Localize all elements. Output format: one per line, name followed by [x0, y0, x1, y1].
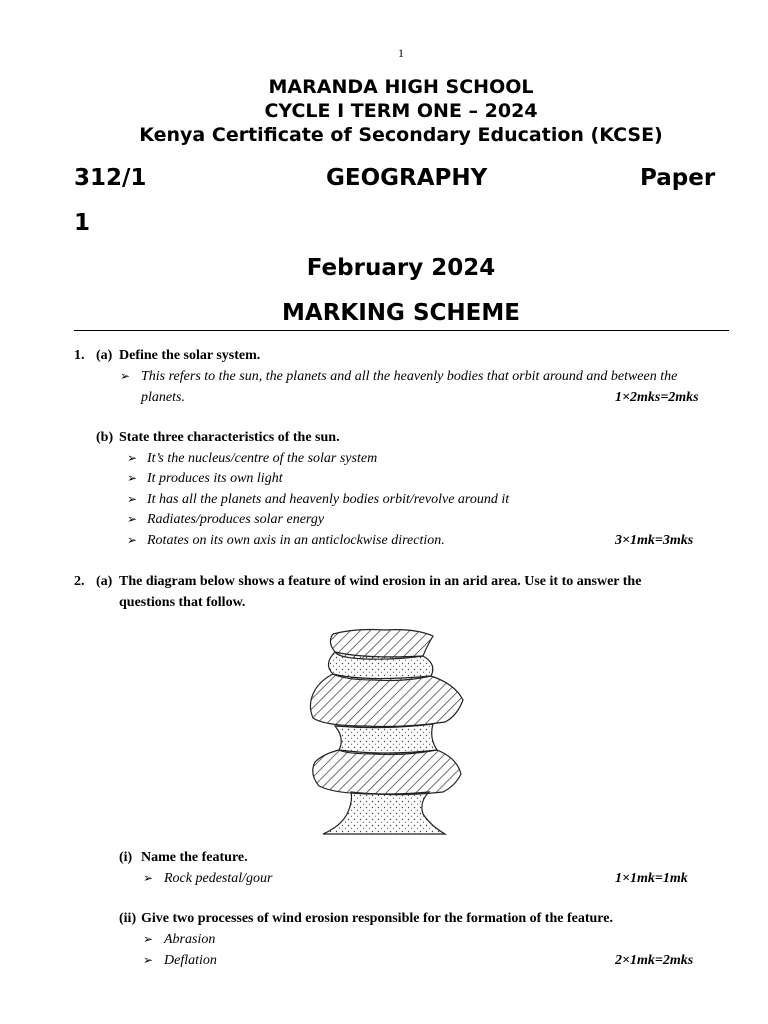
q1a-question: Define the solar system.	[119, 348, 261, 363]
bullet-arrow-icon: ➢	[127, 451, 138, 465]
q1b-answer: It has all the planets and heavenly bodies orbit/revolve around it	[147, 492, 510, 507]
q1a-label: (a)	[96, 348, 113, 363]
q1b-answer: It produces its own light	[147, 471, 283, 486]
bullet-arrow-icon: ➢	[120, 369, 131, 383]
exam-cycle: CYCLE I TERM ONE – 2024	[264, 100, 538, 122]
q1a-marks: 1×2mks=2mks	[615, 390, 699, 405]
bullet-arrow-icon: ➢	[143, 953, 154, 967]
q1a-answer-line1: This refers to the sun, the planets and all the heavenly bodies that orbit around and between the	[141, 369, 678, 384]
document-title: MARKING SCHEME	[282, 300, 520, 326]
q1-number: 1.	[74, 348, 85, 363]
exam-name: Kenya Certificate of Secondary Education (KCSE)	[139, 124, 663, 146]
q2a-question-line2: questions that follow.	[119, 595, 246, 610]
bullet-arrow-icon: ➢	[143, 932, 154, 946]
q2ai-question: Name the feature.	[141, 850, 248, 865]
q2aii-answer: Abrasion	[164, 932, 216, 947]
q2-number: 2.	[74, 574, 85, 589]
title-divider	[74, 330, 729, 331]
q1b-label: (b)	[96, 430, 114, 445]
q1b-question: State three characteristics of the sun.	[119, 430, 340, 445]
school-name: MARANDA HIGH SCHOOL	[268, 76, 534, 98]
subject-name: GEOGRAPHY	[326, 165, 488, 191]
exam-date: February 2024	[306, 255, 496, 281]
bullet-arrow-icon: ➢	[143, 871, 154, 885]
q2aii-question: Give two processes of wind erosion responsible for the formation of the feature.	[141, 911, 613, 926]
q2aii-answer: Deflation	[164, 953, 217, 968]
q1a-answer-line2: planets.	[141, 390, 185, 405]
q1b-answer: It’s the nucleus/centre of the solar system	[147, 451, 378, 466]
q2ai-answer: Rock pedestal/gour	[164, 871, 273, 886]
rock-pedestal-diagram	[305, 626, 465, 838]
q2a-question-line1: The diagram below shows a feature of wind erosion in an arid area. Use it to answer the	[119, 574, 642, 589]
bullet-arrow-icon: ➢	[127, 471, 138, 485]
paper-code: 312/1	[74, 165, 147, 191]
q1b-marks: 3×1mk=3mks	[615, 533, 694, 548]
bullet-arrow-icon: ➢	[127, 512, 138, 526]
q2aii-label: (ii)	[119, 911, 137, 926]
q1b-answer: Rotates on its own axis in an anticlockwise direction.	[147, 533, 445, 548]
paper-word: Paper	[640, 165, 716, 191]
q2a-label: (a)	[96, 574, 113, 589]
page-number: 1	[398, 46, 404, 60]
q2aii-marks: 2×1mk=2mks	[615, 953, 694, 968]
bullet-arrow-icon: ➢	[127, 492, 138, 506]
q1b-answer: Radiates/produces solar energy	[147, 512, 325, 527]
bullet-arrow-icon: ➢	[127, 533, 138, 547]
paper-number: 1	[74, 210, 91, 236]
q2ai-label: (i)	[119, 850, 133, 865]
q2ai-marks: 1×1mk=1mk	[615, 871, 688, 886]
